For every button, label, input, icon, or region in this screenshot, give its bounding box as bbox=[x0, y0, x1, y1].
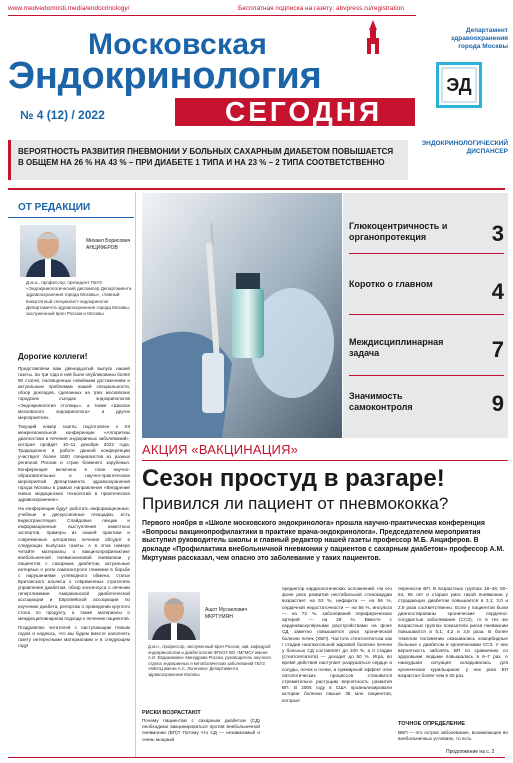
toc-page: 9 bbox=[491, 391, 504, 416]
feature-lead: Первого ноября в «Школе московского эндокринолога» прошла научно-практическая конференция «Вопросы вакцинопрофилактики в практике врача-эндокринолога». Председателем мероприятия выступил руководитель школы и главный редактор нашей газеты профессор М.Б. Анциферов. В докладе «Профилактика внебольничной пневмонии у пациентов с сахарным диабетом» профессор А.М. Мкртумян рассказал, чем опасно это заболевание у таких пациентов. bbox=[142, 520, 505, 562]
editorial-paragraph: Поздравляю читателей с наступающим Новым годом и надеюсь, что мы будем вместе наполнять газету интересными материалами и в следующем году! bbox=[18, 624, 130, 649]
dispensary-name: ЭНДОКРИНОЛОГИЧЕСКИЙ ДИСПАНСЕР bbox=[421, 140, 508, 155]
editorial-rule bbox=[8, 217, 134, 218]
vaccine-vial-syringe-illustration bbox=[142, 193, 342, 438]
toc-label: Значимость самоконтроля bbox=[349, 391, 413, 412]
kremlin-tower-icon bbox=[364, 20, 382, 54]
feature-headline: Сезон простуд в разгаре! bbox=[142, 465, 445, 492]
toc-label: Коротко о главном bbox=[349, 279, 433, 289]
section-divider bbox=[8, 188, 505, 190]
article-column-1: Почему пациентам с сахарным диабетом (СД) необходимо вакцинироваться против внебольничной пневмонии (ВП)? Потому что СД — независимый и очень мощный bbox=[142, 718, 260, 742]
toc-label: Глюкоцентричность и органопротекция bbox=[349, 221, 448, 242]
toc-divider bbox=[349, 253, 504, 254]
editorial-paragraph: Представляем вам двенадцатый выпуск нашей газеты. За три года в ней были опубликованы более 90 статей, посвященных новейшим достижениям и актуальным проблемам нашей специальности, обзор докладов, сделанных на трех московских городских съездах эндокринологов «Эндокринология столицы», а также «Школах московского эндокринолога» и других мероприятиях. bbox=[18, 366, 130, 420]
title-line-today: СЕГОДНЯ bbox=[225, 96, 383, 127]
continued-note[interactable]: Продолжение на с. 2 bbox=[446, 749, 495, 755]
editorial-paragraph: Текущий номер газеты подготовлен к XII межрегиональной конференции «Алгоритмы диагностики и лечения эндокринных заболеваний», которая пройдет 10–11 декабря 2022 года. Традиционно в работе данной конференции участвуют более 1500 специалистов из разных регионов России и стран ближнего зарубежья. Конференция включена в план научно-образовательных и научно-практических мероприятий Департамента здравоохранения города Москвы в рамках направления «Внедрение новых медицинских технологий в практическое здравоохранение». bbox=[18, 423, 130, 502]
table-of-contents bbox=[343, 193, 508, 438]
toc-item[interactable] bbox=[349, 337, 504, 362]
article-column-2: предиктор кардиологических осложнений. На его фоне риск развития нестабильной стенокардии возрастает на 53 %, инфаркта — на 56 %, сердечной недостаточности — на 56 %, инсульта — на 72 %, заболеваний периферических артерий — на 28 %. Вместе с кардиоваскулярными расстройствами на фоне СД заметно повышается риск хронической болезни почек (ХБП). Частота стеатогепатоза как I стадии неалкогольной жировой болезни печени у больных СД составляет до 100 %, а II стадии (стеатогепатита) — доходит до 50 %. Игра, во время действия наступает разрушаться сердце и сосуды, почек и почки, а суммарный эффект этих патологических процессов становится стремительно растущим вероятность развития ВП. В 2006 году в США проанализировали истории болезни свыше 35 млн пациентов, которые bbox=[282, 586, 392, 703]
toc-item[interactable] bbox=[349, 221, 504, 246]
feature-rule bbox=[142, 460, 508, 461]
title-line-moscow: Московская bbox=[88, 28, 268, 61]
toc-page: 7 bbox=[491, 337, 504, 362]
feature-rubric: АКЦИЯ «ВАКЦИНАЦИЯ» bbox=[142, 442, 299, 457]
hero-vaccine-photo bbox=[142, 193, 342, 438]
dispensary-logo: ЭД bbox=[441, 67, 477, 103]
top-headline: ВЕРОЯТНОСТЬ РАЗВИТИЯ ПНЕВМОНИИ У БОЛЬНЫХ САХАРНЫМ ДИАБЕТОМ ПОВЫШАЕТСЯ В ОБЩЕМ НА 26 % НА 43 % – ПРИ ДИАБЕТЕ 1 ТИПА И НА 23 % – 2 ТИПА СООТВЕТСТВЕННО bbox=[18, 147, 394, 167]
editorial-heading: ОТ РЕДАКЦИИ bbox=[18, 202, 91, 213]
feature-subheadline: Привился ли пациент от пневмококка? bbox=[142, 494, 449, 513]
author-bio: Д.м.н., профессор, президент ГБУЗ «Эндокринологический диспансер Департамента здравоохранения города Москвы», главный внештатный специалист-эндокринолог Департамента здравоохранения города Москвы, заслуженный врач России и Москвы bbox=[26, 280, 132, 317]
portrait-icon bbox=[20, 225, 76, 277]
section-subhead: РИСКИ ВОЗРАСТАЮТ bbox=[142, 710, 201, 716]
author-photo bbox=[20, 225, 76, 277]
article-column-3: перенесли ВП. В возрастных группах 18–49, 50–64, 65 лет и старше риск такой пневмонии у страдающих диабетом повышается в 3,1; 3,0 и 2,8 раза соответственно. Если у пациентов были диагностированы хронические сердечно-сосудистые заболевания (ССЗ), то в тех же возрастных группах показатели риска пневмонии повышаются в 5,1; 4,2 и 3,8 раза. В более тяжелом положении оказывались коморбидные больные с диабетом и хроническими ССЗ. У них вероятность заболеть ВП по сравнению со здоровыми людьми повышалась в 6–7 раз. А наихудшая ситуация складывалась для хронических курильщиков: у них риск ВП возрастал более чем в 40 раз. bbox=[398, 586, 508, 678]
title-line-endocrinology: Эндокринология bbox=[8, 55, 322, 97]
toc-divider bbox=[349, 375, 504, 376]
definition-text: ВБП — это острое заболевание, возникающее во внебольничных условиях, то есть bbox=[398, 730, 508, 742]
speaker-bio: Д.м.н., профессор, заслуженный врач России, зав. кафедрой эндокринологии и диабетологии ФГБОУ ВО «МГМСУ имени А.И. Евдокимова» Минздрава России, руководитель научного отдела эндокринных и метаболических заболеваний ГБУЗ «МКНЦ имени А.С. Логинова» Департамента здравоохранения Москвы bbox=[148, 644, 272, 677]
column-rule bbox=[135, 192, 136, 757]
editorial-paragraph: На конференции будут работать информационные, учебные и дискуссионные площадки, есть видеотрансляция. Слайдовые лекции и информационные выступления известных экспертов, примеры из нашей практики и современные алгоритмы лечения обсудят в следующих выпусках газеты. А в этом номере читайте материалы о вакцинопрофилактике внебольничной пневмококковой пневмонии у пациентов с сахарным диабетом, актуальные интервью о роли самоконтроля гликемии в борьбе с нарушениями углеводного обмена, статьи Британского альянса о современных стратегиях управления диабетом, обзор консенсуса о лечении гипергликемии Американской диабетической ассоциации и Европейской ассоциации по изучению диабета, репортаж о проведении круглого стола по продукту, а также материалы о междисциплинарном подходе к лечению пациентов. bbox=[18, 506, 131, 621]
speaker-name: Ашот Мусаелович МКРТУМЯН bbox=[205, 607, 248, 620]
site-url[interactable]: www.medvedomosti.media/endocrinology/ bbox=[8, 5, 130, 12]
footer-rule bbox=[8, 757, 505, 758]
subscription-link[interactable]: Бесплатная подписка на газету: abvpress.ru/registration bbox=[238, 5, 404, 12]
masthead-rule bbox=[8, 15, 416, 16]
toc-label: Междисциплинарная задача bbox=[349, 337, 444, 358]
issue-number: № 4 (12) / 2022 bbox=[20, 108, 105, 122]
toc-page: 4 bbox=[491, 279, 504, 304]
toc-item[interactable] bbox=[349, 391, 504, 416]
section-subhead: ТОЧНОЕ ОПРЕДЕЛЕНИЕ bbox=[398, 721, 466, 727]
author-name: Михаил Борисович АНЦИФЕРОВ bbox=[86, 238, 131, 251]
department-name: Департамент здравоохранения города Москвы bbox=[450, 27, 508, 50]
speaker-photo bbox=[148, 592, 200, 640]
toc-item[interactable] bbox=[349, 279, 504, 304]
portrait-icon bbox=[148, 592, 200, 640]
editorial-greeting: Дорогие коллеги! bbox=[18, 352, 88, 361]
editorial-body bbox=[18, 366, 130, 652]
toc-page: 3 bbox=[491, 221, 504, 246]
toc-divider bbox=[349, 314, 504, 315]
